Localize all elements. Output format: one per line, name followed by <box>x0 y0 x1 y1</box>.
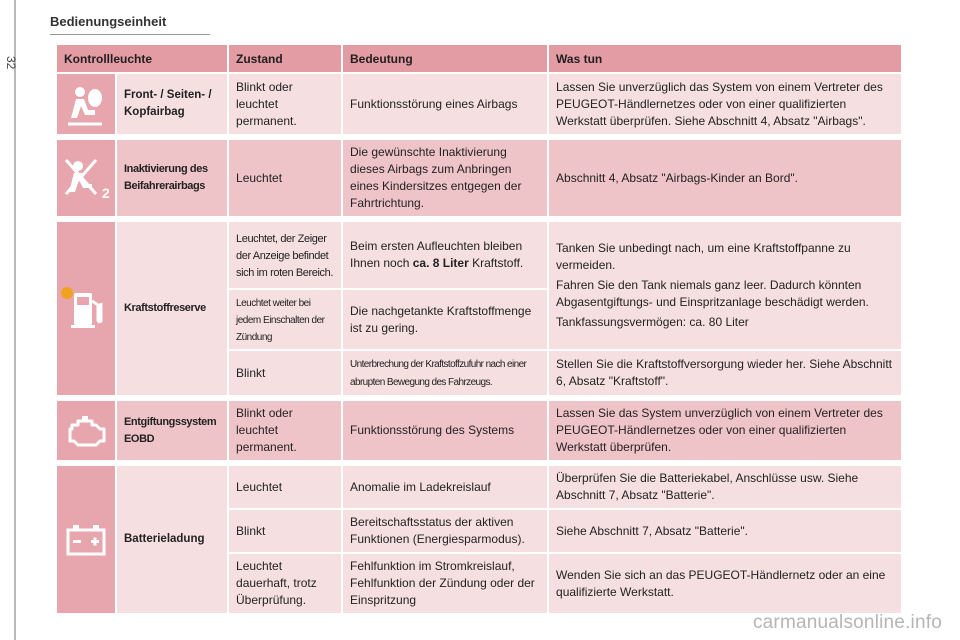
light-name: Inaktivierung des Beifahrerairbags <box>124 163 208 192</box>
page-number: 32 <box>4 56 18 70</box>
icon-cell <box>57 401 117 462</box>
light-meaning: Unterbrechung der Kraftstoffzufuhr nach einer abrupten Bewegung des Fahrzeugs. <box>350 359 527 388</box>
light-meaning: Funktionsstörung des Systems <box>343 401 549 462</box>
light-action: Überprüfen Sie die Batteriekabel, Anschlüsse usw. Siehe Abschnitt 7, Absatz "Batterie". <box>549 466 903 510</box>
light-state: Blinkt oder leuchtet permanent. <box>229 401 343 462</box>
light-state: Leuchtet weiter bei jedem Einschalten der Zündung <box>236 298 325 343</box>
airbag-warning-icon <box>62 80 110 128</box>
light-state: Leuchtet <box>229 466 343 510</box>
light-state: Leuchtet dauerhaft, trotz Überprüfung. <box>229 554 343 615</box>
warning-lights-table <box>57 45 903 615</box>
header-action: Was tun <box>549 45 903 74</box>
svg-text:2: 2 <box>102 185 110 201</box>
table-row <box>57 140 903 218</box>
light-meaning: Die gewünschte Inaktivierung dieses Airbags zum Anbringen eines Kindersitzes entgegen der Fahrtrichtung. <box>343 140 549 218</box>
fuel-warning-dot <box>61 287 73 299</box>
light-action: Stellen Sie die Kraftstoffversorgung wieder her. Siehe Abschnitt 6, Absatz "Kraftstoff". <box>549 351 903 397</box>
section-title: Bedienungseinheit <box>50 14 167 29</box>
light-action: Wenden Sie sich an das PEUGEOT-Händlernetz oder an eine qualifizierte Werkstatt. <box>549 554 903 615</box>
light-state: Blinkt <box>229 351 343 397</box>
light-name: Entgiftungssystem EOBD <box>124 415 217 445</box>
engine-check-icon <box>62 407 110 455</box>
title-underline <box>50 34 210 35</box>
light-action: Tanken Sie unbedingt nach, um eine Kraftstoffpanne zu vermeiden. Fahren Sie den Tank niemals ganz leer. Dadurch könnten Abgasentgiftungs- und Einspritzanlage beschädigt werden. Tankfassungsvermögen: ca. 80 Liter <box>549 222 903 351</box>
watermark: carmanualsonline.info <box>752 612 942 633</box>
icon-cell <box>57 74 117 136</box>
table-row <box>57 401 903 462</box>
light-action: Lassen Sie das System unverzüglich von einem Vertreter des PEUGEOT-Händlernetzes oder von einer qualifizierten Werkstatt überprüfen. <box>549 401 903 462</box>
icon-cell <box>57 222 117 397</box>
light-meaning: Die nachgetankte Kraftstoffmenge ist zu gering. <box>343 290 549 351</box>
table-row <box>57 74 903 136</box>
light-state: Blinkt oder leuchtet permanent. <box>229 74 343 136</box>
battery-icon <box>62 516 110 564</box>
header-state: Zustand <box>229 45 343 74</box>
light-action: Lassen Sie unverzüglich das System von einem Vertreter des PEUGEOT-Händlernetzes oder von einer qualifizierten Werkstatt überprüfen. Siehe Abschnitt 4, Absatz "Airbags". <box>549 74 903 136</box>
light-state: Leuchtet <box>229 140 343 218</box>
light-action: Abschnitt 4, Absatz "Airbags-Kinder an Bord". <box>549 140 903 218</box>
light-meaning: Funktionsstörung eines Airbags <box>343 74 549 136</box>
page-margin-bar <box>14 0 16 640</box>
light-state: Leuchtet, der Zeiger der Anzeige befindet sich im roten Bereich. <box>236 232 333 279</box>
light-meaning: Beim ersten Aufleuchten bleiben Ihnen noch ca. 8 Liter Kraftstoff. <box>343 222 549 290</box>
light-meaning: Fehlfunktion im Stromkreislauf, Fehlfunktion der Zündung oder der Einspritzung <box>343 554 549 615</box>
table-row <box>57 466 903 510</box>
icon-cell <box>57 466 117 615</box>
light-name: Batterieladung <box>117 466 229 615</box>
passenger-airbag-off-icon <box>62 154 110 202</box>
light-meaning: Bereitschaftsstatus der aktiven Funktionen (Energiesparmodus). <box>343 510 549 554</box>
header-meaning: Bedeutung <box>343 45 549 74</box>
table-row <box>57 222 903 290</box>
light-action: Siehe Abschnitt 7, Absatz "Batterie". <box>549 510 903 554</box>
header-warning-light: Kontrollleuchte <box>57 45 229 74</box>
light-state: Blinkt <box>229 510 343 554</box>
light-meaning: Anomalie im Ladekreislauf <box>343 466 549 510</box>
light-name: Front- / Seiten- / Kopfairbag <box>117 74 229 136</box>
icon-cell <box>57 140 117 218</box>
table-header-row <box>57 45 903 74</box>
light-name: Kraftstoffreserve <box>124 302 206 314</box>
